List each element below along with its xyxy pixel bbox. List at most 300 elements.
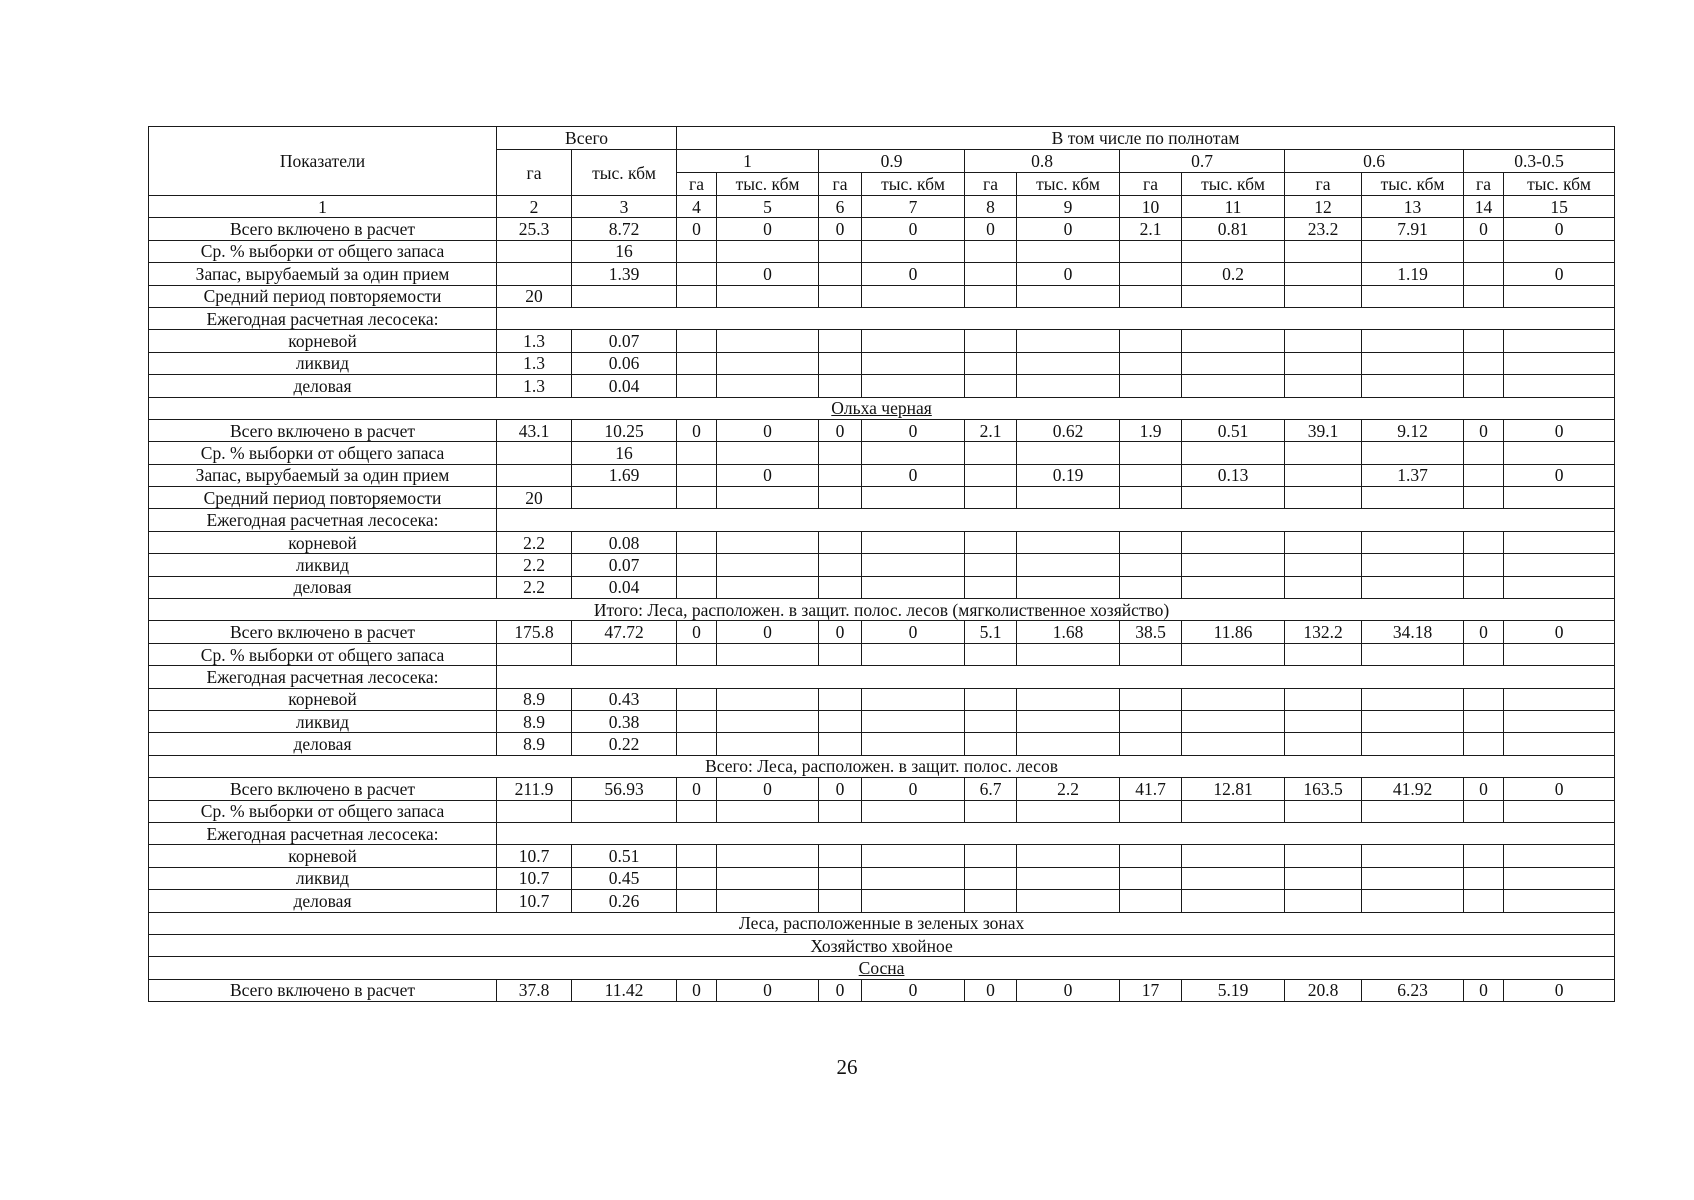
- column-number-row: [149, 196, 1615, 218]
- row-label: деловая: [149, 890, 497, 912]
- section-heading-row: [149, 599, 1615, 621]
- table-cell: [819, 531, 862, 553]
- table-cell: [1464, 263, 1504, 285]
- table-cell: 0: [965, 218, 1017, 240]
- table-cell: 0: [862, 621, 965, 643]
- table-cell: [1362, 285, 1464, 307]
- table-cell: [1285, 352, 1362, 374]
- table-row: [149, 979, 1615, 1001]
- table-cell: 37.8: [497, 979, 572, 1001]
- column-number: 14: [1464, 196, 1504, 218]
- section-heading: [149, 599, 1615, 621]
- table-cell: 1.9: [1120, 419, 1182, 441]
- table-cell: 0.22: [572, 733, 677, 755]
- table-cell: 1.69: [572, 464, 677, 486]
- table-cell: 8.72: [572, 218, 677, 240]
- table-cell: [1182, 733, 1285, 755]
- table-cell: [677, 487, 717, 509]
- header-unit-ha: га: [677, 173, 717, 196]
- table-cell: [1182, 554, 1285, 576]
- table-cell: 0.19: [1017, 464, 1120, 486]
- table-cell: [1285, 240, 1362, 262]
- table-cell: [1182, 800, 1285, 822]
- table-cell: [677, 531, 717, 553]
- table-cell: [1285, 442, 1362, 464]
- table-cell: [677, 375, 717, 397]
- table-cell: [677, 867, 717, 889]
- table-cell: 47.72: [572, 621, 677, 643]
- column-number: 8: [965, 196, 1017, 218]
- table-cell: [1182, 442, 1285, 464]
- table-cell: [965, 554, 1017, 576]
- table-row: [149, 531, 1615, 553]
- table-cell: [1120, 576, 1182, 598]
- table-row: [149, 419, 1615, 441]
- section-heading: [149, 957, 1615, 979]
- table-cell: [497, 240, 572, 262]
- table-row: [149, 352, 1615, 374]
- table-cell: [819, 890, 862, 912]
- table-cell: [965, 464, 1017, 486]
- table-row: [149, 442, 1615, 464]
- table-cell: [965, 487, 1017, 509]
- table-cell: 0.26: [572, 890, 677, 912]
- column-number: 12: [1285, 196, 1362, 218]
- table-cell: [819, 352, 862, 374]
- table-cell: [1504, 375, 1615, 397]
- table-cell: [1120, 263, 1182, 285]
- header-density-0-9: 0.9: [819, 150, 965, 173]
- table-row: [149, 800, 1615, 822]
- table-cell: [1120, 375, 1182, 397]
- table-cell: 17: [1120, 979, 1182, 1001]
- header-total: Всего: [497, 127, 677, 150]
- table-cell: 211.9: [497, 778, 572, 800]
- table-cell: [1464, 890, 1504, 912]
- table-cell: [819, 285, 862, 307]
- table-cell: [965, 352, 1017, 374]
- row-label: ликвид: [149, 554, 497, 576]
- table-cell: [1362, 710, 1464, 732]
- row-label: Запас, вырубаемый за один прием: [149, 263, 497, 285]
- table-cell: 0: [1464, 979, 1504, 1001]
- table-row: [149, 554, 1615, 576]
- table-cell: 0: [717, 979, 819, 1001]
- section-heading-text: Итого: Леса, расположен. в защит. полос. лесов (мягколиственное хозяйство): [593, 599, 1170, 620]
- table-cell: 1.3: [497, 375, 572, 397]
- row-label: корневой: [149, 531, 497, 553]
- table-cell: 0.51: [1182, 419, 1285, 441]
- row-label: Ежегодная расчетная лесосека:: [149, 822, 497, 844]
- table-cell: [1362, 890, 1464, 912]
- table-cell: 16: [572, 442, 677, 464]
- table-cell: [1504, 285, 1615, 307]
- table-cell: [1017, 890, 1120, 912]
- header-unit-ha: га: [1285, 173, 1362, 196]
- table-cell: [717, 554, 819, 576]
- table-cell: [1464, 554, 1504, 576]
- table-cell: 38.5: [1120, 621, 1182, 643]
- table-cell: 0.07: [572, 330, 677, 352]
- table-cell: 0: [677, 778, 717, 800]
- table-row: [149, 375, 1615, 397]
- table-cell: [965, 800, 1017, 822]
- table-cell: 0.04: [572, 576, 677, 598]
- table-cell: [1464, 643, 1504, 665]
- table-cell: 0.81: [1182, 218, 1285, 240]
- table-cell: 0.38: [572, 710, 677, 732]
- table-cell: 11.42: [572, 979, 677, 1001]
- table-cell: [717, 576, 819, 598]
- table-cell: [819, 688, 862, 710]
- table-cell: 0: [1017, 263, 1120, 285]
- column-number: 4: [677, 196, 717, 218]
- table-cell: [677, 285, 717, 307]
- table-cell: [1464, 733, 1504, 755]
- table-cell: [1362, 375, 1464, 397]
- table-cell: [1362, 240, 1464, 262]
- table-cell: [819, 554, 862, 576]
- table-cell: [717, 375, 819, 397]
- table-cell: 8.9: [497, 710, 572, 732]
- table-cell: [1285, 576, 1362, 598]
- table-cell: 0: [862, 464, 965, 486]
- table-cell: [965, 867, 1017, 889]
- table-cell: [497, 800, 572, 822]
- table-cell: [1504, 554, 1615, 576]
- table-cell: [1120, 688, 1182, 710]
- table-cell: [717, 643, 819, 665]
- section-heading-text: Ольха черная: [831, 398, 932, 419]
- table-cell: [1464, 240, 1504, 262]
- column-number: 1: [149, 196, 497, 218]
- table-cell: 1.3: [497, 330, 572, 352]
- row-label: корневой: [149, 845, 497, 867]
- table-cell: [1120, 890, 1182, 912]
- table-cell: 11.86: [1182, 621, 1285, 643]
- table-cell: [717, 285, 819, 307]
- column-number: 15: [1504, 196, 1615, 218]
- table-cell: [965, 576, 1017, 598]
- table-cell: [819, 733, 862, 755]
- table-cell: [965, 330, 1017, 352]
- row-label: Ежегодная расчетная лесосека:: [149, 307, 497, 329]
- table-cell: [572, 487, 677, 509]
- table-cell: [1120, 710, 1182, 732]
- table-cell: 0: [717, 464, 819, 486]
- table-cell: [862, 890, 965, 912]
- table-cell: 23.2: [1285, 218, 1362, 240]
- row-label: Всего включено в расчет: [149, 218, 497, 240]
- header-unit-thous-m3: тыс. кбм: [1362, 173, 1464, 196]
- table-cell: [1285, 285, 1362, 307]
- table-cell: [1120, 352, 1182, 374]
- table-cell: 0: [819, 218, 862, 240]
- empty-span-cell: [497, 822, 1615, 844]
- table-cell: [1362, 554, 1464, 576]
- table-cell: 20.8: [1285, 979, 1362, 1001]
- table-cell: [862, 554, 965, 576]
- table-cell: [819, 643, 862, 665]
- row-label: Средний период повторяемости: [149, 487, 497, 509]
- table-cell: [965, 688, 1017, 710]
- table-cell: 0: [1504, 979, 1615, 1001]
- table-cell: 0.45: [572, 867, 677, 889]
- table-cell: [717, 442, 819, 464]
- table-cell: [965, 890, 1017, 912]
- table-cell: [862, 733, 965, 755]
- table-cell: [1362, 688, 1464, 710]
- table-cell: [819, 442, 862, 464]
- table-cell: [1017, 710, 1120, 732]
- section-heading: [149, 397, 1615, 419]
- table-cell: 0: [1504, 419, 1615, 441]
- table-cell: 0: [1464, 218, 1504, 240]
- table-row: [149, 240, 1615, 262]
- table-cell: [1182, 487, 1285, 509]
- table-cell: [1285, 554, 1362, 576]
- table-cell: 0.13: [1182, 464, 1285, 486]
- table-cell: [1504, 330, 1615, 352]
- table-cell: [717, 531, 819, 553]
- table-cell: 0: [677, 621, 717, 643]
- table-cell: [1017, 487, 1120, 509]
- table-cell: [572, 643, 677, 665]
- table-cell: [1017, 867, 1120, 889]
- table-cell: 10.7: [497, 867, 572, 889]
- table-cell: [1120, 643, 1182, 665]
- table-cell: 0: [717, 218, 819, 240]
- table-cell: 0: [862, 218, 965, 240]
- table-cell: [1464, 464, 1504, 486]
- table-cell: [1504, 710, 1615, 732]
- section-heading-text: Леса, расположенные в зеленых зонах: [738, 913, 1025, 934]
- table-cell: 39.1: [1285, 419, 1362, 441]
- row-label: Ср. % выборки от общего запаса: [149, 240, 497, 262]
- table-cell: [965, 733, 1017, 755]
- table-cell: [965, 710, 1017, 732]
- empty-span-cell: [497, 666, 1615, 688]
- row-label: деловая: [149, 375, 497, 397]
- table-cell: [1285, 487, 1362, 509]
- table-cell: 56.93: [572, 778, 677, 800]
- table-cell: [1182, 710, 1285, 732]
- row-label: деловая: [149, 733, 497, 755]
- table-row: [149, 487, 1615, 509]
- table-cell: [677, 733, 717, 755]
- table-cell: 0: [717, 419, 819, 441]
- table-cell: 0: [1464, 778, 1504, 800]
- table-cell: 2.2: [1017, 778, 1120, 800]
- table-cell: [717, 487, 819, 509]
- table-row: [149, 845, 1615, 867]
- table-cell: [677, 330, 717, 352]
- table-cell: 0.07: [572, 554, 677, 576]
- table-cell: [677, 263, 717, 285]
- data-table: [148, 126, 1615, 1002]
- column-number: 6: [819, 196, 862, 218]
- header-unit-thous-m3: тыс. кбм: [717, 173, 819, 196]
- table-cell: [819, 800, 862, 822]
- header-by-density: В том числе по полнотам: [677, 127, 1615, 150]
- table-cell: [1182, 576, 1285, 598]
- table-cell: [1504, 800, 1615, 822]
- table-cell: [862, 330, 965, 352]
- table-cell: [1017, 531, 1120, 553]
- table-cell: [1464, 576, 1504, 598]
- table-cell: [1285, 263, 1362, 285]
- table-cell: [497, 442, 572, 464]
- header-density-1: 1: [677, 150, 819, 173]
- table-cell: [1285, 643, 1362, 665]
- table-cell: 0: [965, 979, 1017, 1001]
- table-cell: [1017, 800, 1120, 822]
- table-cell: [677, 554, 717, 576]
- row-label: Ежегодная расчетная лесосека:: [149, 666, 497, 688]
- table-cell: [677, 464, 717, 486]
- table-cell: [1017, 576, 1120, 598]
- table-cell: [572, 800, 677, 822]
- table-cell: [1182, 375, 1285, 397]
- table-cell: [965, 643, 1017, 665]
- table-cell: [1120, 330, 1182, 352]
- section-heading-text: Всего: Леса, расположен. в защит. полос. лесов: [705, 756, 1058, 777]
- table-cell: [1362, 330, 1464, 352]
- table-cell: [677, 688, 717, 710]
- table-cell: [717, 867, 819, 889]
- table-cell: [1285, 688, 1362, 710]
- table-cell: [1362, 733, 1464, 755]
- table-cell: [717, 710, 819, 732]
- table-cell: 0: [862, 419, 965, 441]
- table-cell: [1464, 285, 1504, 307]
- table-cell: [1504, 643, 1615, 665]
- table-cell: 0: [677, 979, 717, 1001]
- table-cell: [1464, 352, 1504, 374]
- header-density-0-7: 0.7: [1120, 150, 1285, 173]
- table-row: [149, 643, 1615, 665]
- table-cell: 0: [819, 778, 862, 800]
- column-number: 9: [1017, 196, 1120, 218]
- table-cell: 163.5: [1285, 778, 1362, 800]
- table-cell: [1285, 845, 1362, 867]
- header-density-0-3-0-5: 0.3-0.5: [1464, 150, 1615, 173]
- table-cell: [1017, 375, 1120, 397]
- section-heading-text: Хозяйство хвойное: [810, 935, 953, 956]
- table-cell: [1120, 845, 1182, 867]
- table-cell: [1182, 643, 1285, 665]
- table-cell: 0.04: [572, 375, 677, 397]
- table-cell: [862, 240, 965, 262]
- section-heading: [149, 934, 1615, 956]
- table-cell: 0: [717, 778, 819, 800]
- table-cell: [1504, 531, 1615, 553]
- table-cell: 1.39: [572, 263, 677, 285]
- table-cell: [1182, 285, 1285, 307]
- table-cell: [862, 487, 965, 509]
- table-row: [149, 263, 1615, 285]
- table-cell: [677, 643, 717, 665]
- section-heading-text: Сосна: [858, 957, 905, 978]
- table-cell: [1464, 442, 1504, 464]
- row-label: Всего включено в расчет: [149, 979, 497, 1001]
- section-heading-row: [149, 957, 1615, 979]
- row-label: Всего включено в расчет: [149, 419, 497, 441]
- table-cell: [1362, 576, 1464, 598]
- table-cell: [1182, 240, 1285, 262]
- table-cell: [819, 867, 862, 889]
- table-cell: [862, 352, 965, 374]
- table-cell: 5.19: [1182, 979, 1285, 1001]
- table-cell: [965, 263, 1017, 285]
- table-row: [149, 890, 1615, 912]
- row-label: деловая: [149, 576, 497, 598]
- table-cell: [1285, 890, 1362, 912]
- table-cell: 20: [497, 487, 572, 509]
- table-cell: [1017, 285, 1120, 307]
- column-number: 11: [1182, 196, 1285, 218]
- table-cell: 0: [717, 263, 819, 285]
- table-cell: [1017, 330, 1120, 352]
- row-label: Ежегодная расчетная лесосека:: [149, 509, 497, 531]
- empty-span-cell: [497, 307, 1615, 329]
- table-cell: [717, 330, 819, 352]
- table-cell: 41.7: [1120, 778, 1182, 800]
- table-cell: [819, 487, 862, 509]
- table-cell: [1285, 800, 1362, 822]
- table-cell: 0.62: [1017, 419, 1120, 441]
- table-cell: 0: [1017, 218, 1120, 240]
- table-cell: [1285, 330, 1362, 352]
- table-cell: [862, 688, 965, 710]
- table-cell: 175.8: [497, 621, 572, 643]
- table-row: [149, 867, 1615, 889]
- group-label-row: [149, 822, 1615, 844]
- table-cell: [1464, 330, 1504, 352]
- page-number: 26: [836, 1055, 858, 1079]
- table-row: [149, 710, 1615, 732]
- table-cell: [677, 845, 717, 867]
- table-cell: 0.08: [572, 531, 677, 553]
- table-cell: [1120, 487, 1182, 509]
- table-cell: [677, 352, 717, 374]
- table-cell: 0: [862, 263, 965, 285]
- header-indicator: Показатели: [149, 127, 497, 196]
- table-cell: [1464, 688, 1504, 710]
- header-unit-thous-m3: тыс. кбм: [1504, 173, 1615, 196]
- table-cell: 0.51: [572, 845, 677, 867]
- table-body: [149, 218, 1615, 1002]
- table-cell: [677, 442, 717, 464]
- table-cell: [1504, 487, 1615, 509]
- table-cell: 2.1: [1120, 218, 1182, 240]
- table-cell: [677, 710, 717, 732]
- table-cell: [1464, 845, 1504, 867]
- table-cell: [677, 890, 717, 912]
- table-row: [149, 285, 1615, 307]
- table-cell: [1120, 464, 1182, 486]
- table-cell: 1.37: [1362, 464, 1464, 486]
- table-cell: [717, 240, 819, 262]
- table-cell: [1504, 576, 1615, 598]
- section-heading-row: [149, 934, 1615, 956]
- table-row: [149, 464, 1615, 486]
- header-unit-ha: га: [1120, 173, 1182, 196]
- row-label: Ср. % выборки от общего запаса: [149, 643, 497, 665]
- table-cell: [1017, 352, 1120, 374]
- table-cell: 0: [677, 218, 717, 240]
- column-number: 10: [1120, 196, 1182, 218]
